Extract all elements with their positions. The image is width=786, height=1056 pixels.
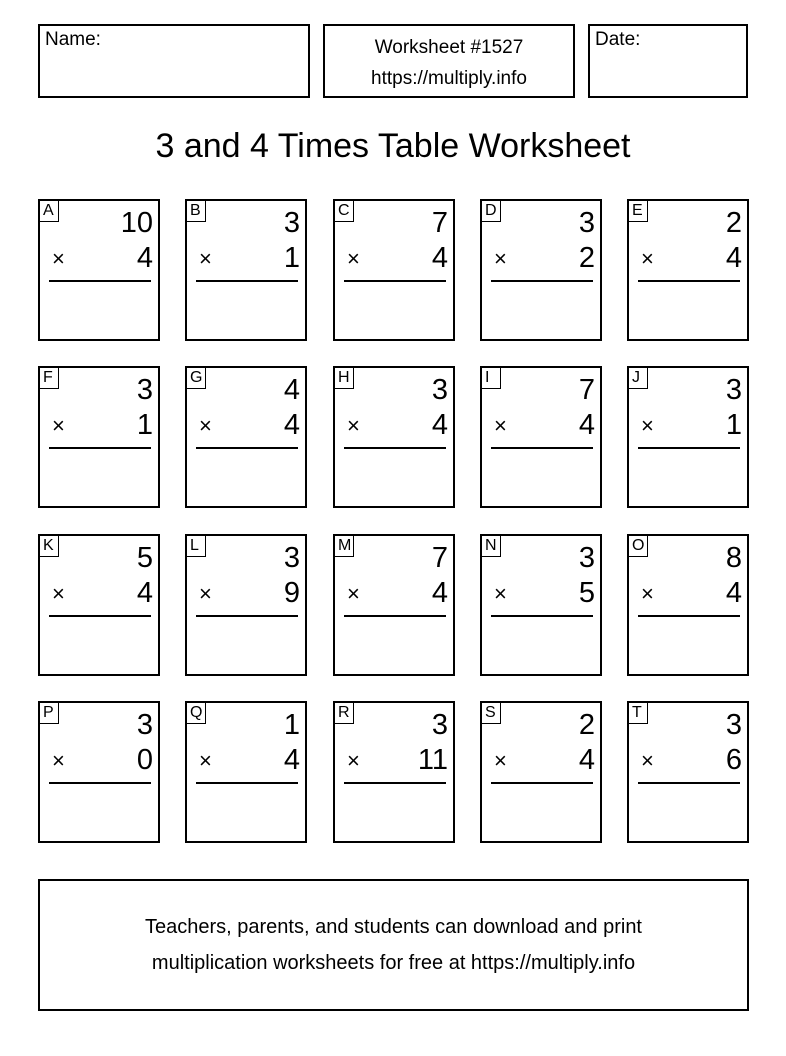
multiplicand: 3 bbox=[725, 374, 742, 406]
problem-letter: I bbox=[482, 368, 501, 389]
answer-line bbox=[638, 615, 740, 617]
multiplicand: 3 bbox=[578, 542, 595, 574]
problem-card bbox=[333, 199, 455, 341]
answer-line bbox=[196, 280, 298, 282]
times-sign: × bbox=[494, 581, 507, 606]
answer-line bbox=[344, 280, 446, 282]
footer-box bbox=[38, 879, 749, 1011]
times-sign: × bbox=[199, 413, 212, 438]
times-sign: × bbox=[199, 246, 212, 271]
multiplicand: 2 bbox=[725, 207, 742, 239]
footer-line-2: multiplication worksheets for free at https://multiply.info bbox=[151, 952, 636, 974]
answer-line bbox=[344, 447, 446, 449]
answer-line bbox=[49, 447, 151, 449]
multiplicand: 3 bbox=[578, 207, 595, 239]
multiplier: 6 bbox=[725, 744, 742, 776]
answer-line bbox=[638, 782, 740, 784]
problem-card bbox=[627, 366, 749, 508]
multiplicand: 3 bbox=[136, 709, 153, 741]
answer-line bbox=[49, 782, 151, 784]
problem-letter: E bbox=[629, 201, 648, 222]
times-sign: × bbox=[199, 581, 212, 606]
answer-line bbox=[344, 782, 446, 784]
multiplier: 4 bbox=[136, 577, 153, 609]
times-sign: × bbox=[494, 748, 507, 773]
times-sign: × bbox=[199, 748, 212, 773]
times-sign: × bbox=[347, 581, 360, 606]
problem-letter: T bbox=[629, 703, 648, 724]
problem-letter: M bbox=[335, 536, 354, 557]
times-sign: × bbox=[52, 246, 65, 271]
times-sign: × bbox=[641, 246, 654, 271]
problem-card bbox=[333, 534, 455, 676]
times-sign: × bbox=[52, 581, 65, 606]
problem-letter: B bbox=[187, 201, 206, 222]
problem-card bbox=[185, 199, 307, 341]
times-sign: × bbox=[641, 413, 654, 438]
multiplier: 4 bbox=[136, 242, 153, 274]
problem-card bbox=[333, 366, 455, 508]
multiplicand: 10 bbox=[120, 207, 153, 239]
answer-line bbox=[491, 447, 593, 449]
multiplier: 4 bbox=[431, 577, 448, 609]
multiplier: 2 bbox=[578, 242, 595, 274]
multiplicand: 3 bbox=[725, 709, 742, 741]
multiplicand: 3 bbox=[431, 709, 448, 741]
multiplier: 4 bbox=[725, 242, 742, 274]
times-sign: × bbox=[52, 748, 65, 773]
problem-letter: R bbox=[335, 703, 354, 724]
multiplicand: 3 bbox=[283, 207, 300, 239]
multiplier: 4 bbox=[283, 744, 300, 776]
date-label: Date: bbox=[595, 29, 641, 50]
name-box bbox=[38, 24, 310, 98]
problem-letter: Q bbox=[187, 703, 206, 724]
problem-letter: H bbox=[335, 368, 354, 389]
problem-card bbox=[627, 701, 749, 843]
problem-letter: N bbox=[482, 536, 501, 557]
multiplier: 1 bbox=[725, 409, 742, 441]
multiplier: 0 bbox=[136, 744, 153, 776]
footer-line-1: Teachers, parents, and students can download and print bbox=[145, 916, 642, 938]
problem-card bbox=[480, 534, 602, 676]
answer-line bbox=[49, 615, 151, 617]
answer-line bbox=[196, 782, 298, 784]
problem-card bbox=[38, 534, 160, 676]
answer-line bbox=[638, 447, 740, 449]
multiplicand: 7 bbox=[578, 374, 595, 406]
worksheet-info-box bbox=[323, 24, 575, 98]
problem-letter: J bbox=[629, 368, 648, 389]
problem-letter: L bbox=[187, 536, 206, 557]
answer-line bbox=[491, 280, 593, 282]
multiplier: 4 bbox=[578, 744, 595, 776]
problem-letter: C bbox=[335, 201, 354, 222]
page-title: 3 and 4 Times Table Worksheet bbox=[155, 127, 631, 165]
multiplier: 4 bbox=[283, 409, 300, 441]
problem-card bbox=[38, 701, 160, 843]
date-box bbox=[588, 24, 748, 98]
problem-card bbox=[480, 701, 602, 843]
multiplier: 9 bbox=[283, 577, 300, 609]
problem-letter: S bbox=[482, 703, 501, 724]
multiplicand: 7 bbox=[431, 542, 448, 574]
multiplier: 4 bbox=[431, 242, 448, 274]
problem-card bbox=[185, 534, 307, 676]
multiplicand: 1 bbox=[283, 709, 300, 741]
answer-line bbox=[344, 615, 446, 617]
problem-grid bbox=[38, 199, 749, 843]
multiplier: 4 bbox=[431, 409, 448, 441]
times-sign: × bbox=[494, 413, 507, 438]
multiplier: 11 bbox=[417, 744, 448, 776]
problem-letter: A bbox=[40, 201, 59, 222]
multiplicand: 3 bbox=[136, 374, 153, 406]
times-sign: × bbox=[347, 748, 360, 773]
answer-line bbox=[491, 615, 593, 617]
problem-letter: F bbox=[40, 368, 59, 389]
multiplier: 4 bbox=[578, 409, 595, 441]
problem-letter: P bbox=[40, 703, 59, 724]
name-label: Name: bbox=[45, 29, 101, 50]
answer-line bbox=[196, 447, 298, 449]
problem-card bbox=[480, 199, 602, 341]
answer-line bbox=[196, 615, 298, 617]
problem-card bbox=[38, 366, 160, 508]
problem-letter: G bbox=[187, 368, 206, 389]
times-sign: × bbox=[494, 246, 507, 271]
multiplicand: 4 bbox=[283, 374, 300, 406]
multiplier: 1 bbox=[283, 242, 300, 274]
problem-card bbox=[627, 534, 749, 676]
multiplicand: 3 bbox=[283, 542, 300, 574]
problem-letter: O bbox=[629, 536, 648, 557]
multiplicand: 3 bbox=[431, 374, 448, 406]
times-sign: × bbox=[52, 413, 65, 438]
multiplier: 5 bbox=[578, 577, 595, 609]
multiplier: 1 bbox=[136, 409, 153, 441]
times-sign: × bbox=[347, 413, 360, 438]
problem-letter: K bbox=[40, 536, 59, 557]
problem-card bbox=[38, 199, 160, 341]
multiplier: 4 bbox=[725, 577, 742, 609]
worksheet-url: https://multiply.info bbox=[371, 68, 527, 89]
multiplicand: 8 bbox=[725, 542, 742, 574]
answer-line bbox=[49, 280, 151, 282]
problem-card bbox=[480, 366, 602, 508]
times-sign: × bbox=[641, 581, 654, 606]
multiplicand: 7 bbox=[431, 207, 448, 239]
worksheet-number: Worksheet #1527 bbox=[374, 37, 524, 58]
problem-card bbox=[627, 199, 749, 341]
problem-card bbox=[185, 701, 307, 843]
problem-letter: D bbox=[482, 201, 501, 222]
answer-line bbox=[638, 280, 740, 282]
problem-card bbox=[333, 701, 455, 843]
times-sign: × bbox=[347, 246, 360, 271]
answer-line bbox=[491, 782, 593, 784]
multiplicand: 5 bbox=[136, 542, 153, 574]
times-sign: × bbox=[641, 748, 654, 773]
multiplicand: 2 bbox=[578, 709, 595, 741]
problem-card bbox=[185, 366, 307, 508]
